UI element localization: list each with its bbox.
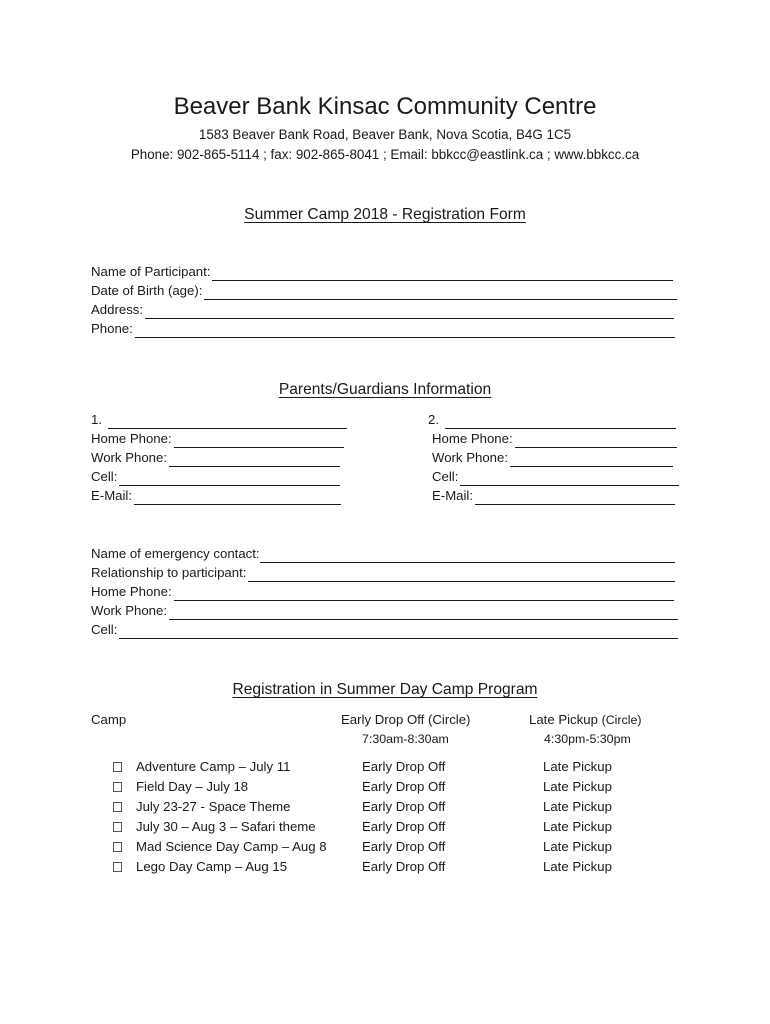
late-pickup-option-safari[interactable]: Late Pickup: [543, 819, 612, 834]
registration-section-title: Registration in Summer Day Camp Program: [232, 681, 538, 698]
phone-field[interactable]: [91, 320, 675, 338]
emergency-home-phone-line[interactable]: [174, 586, 674, 601]
late-pickup-option-lego[interactable]: Late Pickup: [543, 859, 612, 874]
centre-address: 1583 Beaver Bank Road, Beaver Bank, Nova Scotia, B4G 1C5: [198, 127, 572, 142]
parents-section-title: Parents/Guardians Information: [278, 381, 492, 398]
late-pickup-circle-note: (Circle): [601, 713, 642, 727]
early-drop-off-column-header: Early Drop Off (Circle): [341, 712, 471, 727]
emergency-cell-line[interactable]: [119, 624, 678, 639]
parent1-home-phone-label: Home Phone:: [91, 431, 172, 446]
parent1-name-line[interactable]: [108, 414, 347, 429]
parent2-home-phone-field[interactable]: [432, 430, 677, 448]
parent1-email-label: E-Mail:: [91, 488, 133, 503]
form-title: Summer Camp 2018 - Registration Form: [244, 206, 526, 223]
parent2-cell-field[interactable]: [432, 468, 679, 486]
parent1-cell-label: Cell:: [91, 469, 118, 484]
parent1-work-phone-line[interactable]: [169, 452, 340, 467]
relationship-label: Relationship to participant:: [91, 565, 247, 580]
parent2-home-phone-line[interactable]: [515, 433, 677, 448]
late-pickup-option-adventure[interactable]: Late Pickup: [543, 759, 612, 774]
camp-name-safari: July 30 – Aug 3 – Safari theme: [136, 819, 316, 834]
camp-name-adventure: Adventure Camp – July 11: [136, 759, 291, 774]
parent2-work-phone-line[interactable]: [510, 452, 673, 467]
early-drop-off-option-field-day[interactable]: Early Drop Off: [362, 779, 446, 794]
parent2-work-phone-label: Work Phone:: [432, 450, 508, 465]
date-of-birth-label: Date of Birth (age):: [91, 283, 203, 298]
participant-name-line[interactable]: [212, 266, 673, 281]
emergency-work-phone-label: Work Phone:: [91, 603, 167, 618]
date-of-birth-line[interactable]: [204, 285, 677, 300]
camp-column-header: Camp: [91, 712, 127, 727]
camp-name-space: July 23-27 - Space Theme: [136, 799, 291, 814]
emergency-contact-name-line[interactable]: [260, 548, 675, 563]
early-drop-off-option-mad-science[interactable]: Early Drop Off: [362, 839, 446, 854]
parent1-home-phone-field[interactable]: [91, 430, 344, 448]
camp-checkbox-space[interactable]: [113, 802, 122, 812]
phone-label: Phone:: [91, 321, 133, 336]
emergency-cell-field[interactable]: [91, 621, 678, 639]
camp-checkbox-field-day[interactable]: [113, 782, 122, 792]
camp-checkbox-mad-science[interactable]: [113, 842, 122, 852]
address-label: Address:: [91, 302, 144, 317]
parent2-home-phone-label: Home Phone:: [432, 431, 513, 446]
emergency-home-phone-field[interactable]: [91, 583, 674, 601]
participant-name-label: Name of Participant:: [91, 264, 211, 279]
early-drop-off-option-adventure[interactable]: Early Drop Off: [362, 759, 446, 774]
emergency-cell-label: Cell:: [91, 622, 118, 637]
date-of-birth-field[interactable]: [91, 282, 677, 300]
parent1-email-field[interactable]: [91, 487, 341, 505]
parent1-number: 1.: [91, 412, 102, 427]
camp-name-lego: Lego Day Camp – Aug 15: [136, 859, 288, 874]
parent1-email-line[interactable]: [134, 490, 341, 505]
camp-checkbox-safari[interactable]: [113, 822, 122, 832]
parent2-work-phone-field[interactable]: [432, 449, 673, 467]
parent2-cell-label: Cell:: [432, 469, 459, 484]
parent1-home-phone-line[interactable]: [174, 433, 344, 448]
camp-name-field-day: Field Day – July 18: [136, 779, 249, 794]
emergency-contact-name-field[interactable]: [91, 545, 675, 563]
early-drop-off-option-space[interactable]: Early Drop Off: [362, 799, 446, 814]
emergency-home-phone-label: Home Phone:: [91, 584, 172, 599]
late-pickup-column-header: Late Pickup (Circle): [529, 712, 642, 727]
parent2-email-field[interactable]: [432, 487, 675, 505]
camp-checkbox-lego[interactable]: [113, 862, 122, 872]
camp-name-mad-science: Mad Science Day Camp – Aug 8: [136, 839, 327, 854]
address-line[interactable]: [145, 304, 674, 319]
late-pickup-option-field-day[interactable]: Late Pickup: [543, 779, 612, 794]
late-pickup-time: 4:30pm-5:30pm: [544, 732, 631, 746]
emergency-contact-name-label: Name of emergency contact:: [91, 546, 260, 561]
parent1-cell-field[interactable]: [91, 468, 340, 486]
parent2-number: 2.: [428, 412, 439, 427]
early-drop-off-option-safari[interactable]: Early Drop Off: [362, 819, 446, 834]
centre-contact: Phone: 902-865-5114 ; fax: 902-865-8041 ; Email: bbkcc@eastlink.ca ; www.bbkcc.ca: [130, 147, 640, 162]
participant-name-field[interactable]: [91, 263, 673, 281]
early-drop-off-option-lego[interactable]: Early Drop Off: [362, 859, 446, 874]
parent2-email-label: E-Mail:: [432, 488, 474, 503]
early-drop-off-time: 7:30am-8:30am: [362, 732, 449, 746]
address-field[interactable]: [91, 301, 674, 319]
parent1-work-phone-label: Work Phone:: [91, 450, 167, 465]
phone-line[interactable]: [135, 323, 675, 338]
emergency-work-phone-line[interactable]: [169, 605, 678, 620]
relationship-field[interactable]: [91, 564, 675, 582]
parent2-name-field[interactable]: [428, 411, 676, 429]
parent1-cell-line[interactable]: [119, 471, 340, 486]
parent2-email-line[interactable]: [475, 490, 675, 505]
late-pickup-option-mad-science[interactable]: Late Pickup: [543, 839, 612, 854]
camp-checkbox-adventure[interactable]: [113, 762, 122, 772]
late-pickup-option-space[interactable]: Late Pickup: [543, 799, 612, 814]
parent1-work-phone-field[interactable]: [91, 449, 340, 467]
relationship-line[interactable]: [248, 567, 675, 582]
emergency-work-phone-field[interactable]: [91, 602, 678, 620]
centre-title: Beaver Bank Kinsac Community Centre: [173, 93, 597, 120]
parent1-name-field[interactable]: [91, 411, 347, 429]
parent2-name-line[interactable]: [445, 414, 676, 429]
parent2-cell-line[interactable]: [460, 471, 679, 486]
